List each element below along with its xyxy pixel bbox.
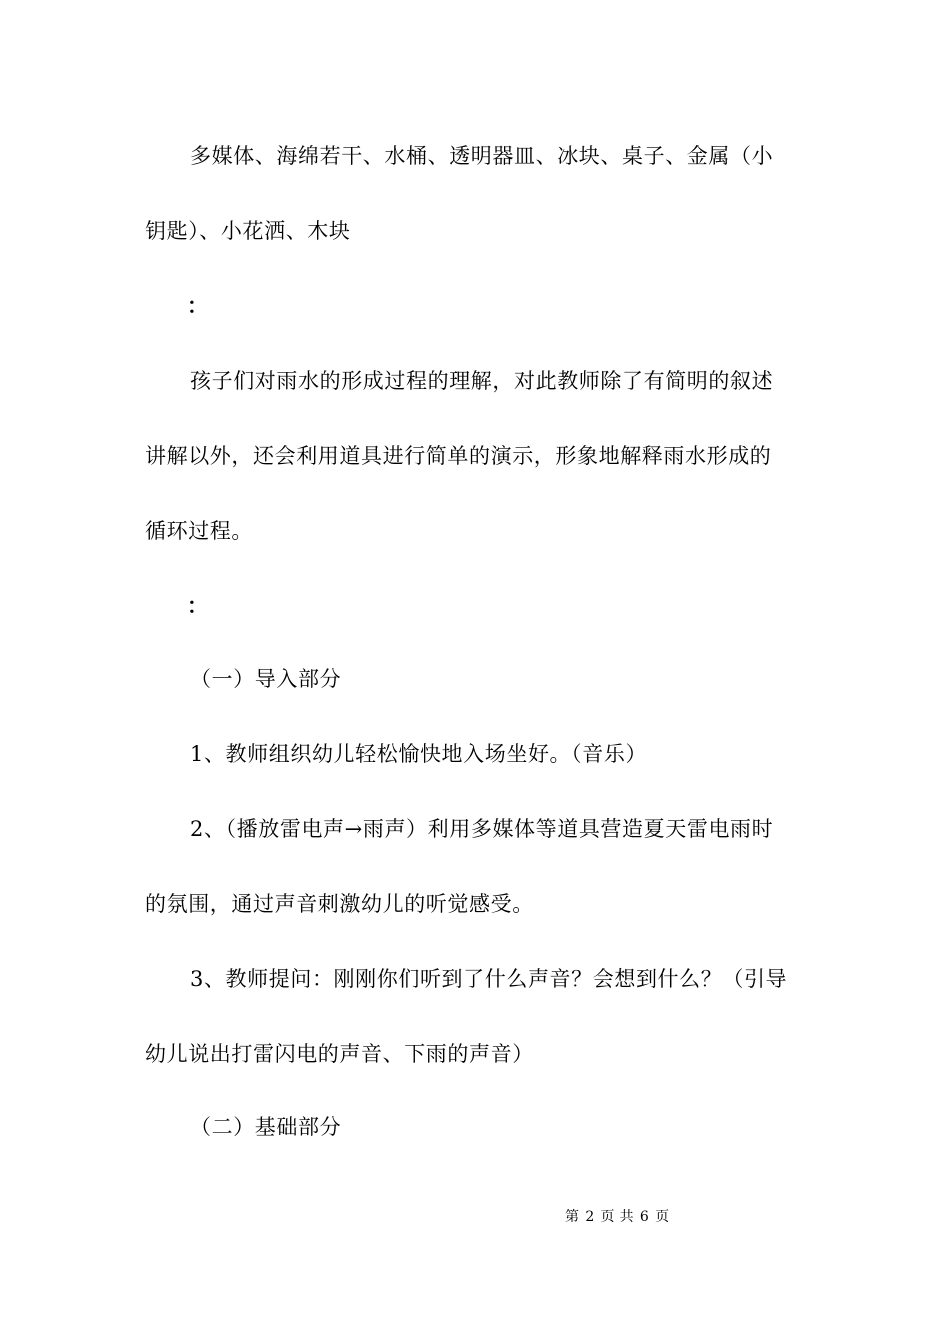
materials-line-1: 多媒体、海绵若干、水桶、透明器皿、冰块、桌子、金属（小	[190, 144, 774, 168]
page-number-footer	[565, 1208, 675, 1226]
materials-line-2: 钥匙）、小花洒、木块	[145, 219, 351, 243]
step-3-line-2: 幼儿说出打雷闪电的声音、下雨的声音）	[145, 1042, 534, 1066]
page-label-suffix: 页	[655, 1209, 670, 1225]
goal-line-1: 孩子们对雨水的形成过程的理解，对此教师除了有简明的叙述	[190, 369, 774, 393]
section-colon: ：	[187, 293, 209, 318]
section-colon: ：	[187, 593, 209, 618]
step-3-line-1: 3、教师提问：刚刚你们听到了什么声音？会想到什么？（引导	[190, 967, 788, 991]
step-2-line-1: 2、（播放雷电声→雨声）利用多媒体等道具营造夏天雷电雨时	[190, 817, 774, 841]
current-page-number: 2	[585, 1209, 595, 1225]
goal-line-2: 讲解以外，还会利用道具进行简单的演示，形象地解释雨水形成的	[145, 444, 772, 468]
page-label-mid: 页 共	[600, 1209, 634, 1225]
step-2-line-2: 的氛围，通过声音刺激幼儿的听觉感受。	[145, 892, 534, 916]
step-1: 1、教师组织幼儿轻松愉快地入场坐好。（音乐）	[190, 742, 648, 766]
section-heading-basic: （二）基础部分	[190, 1115, 342, 1139]
page-label-prefix: 第	[565, 1209, 580, 1225]
goal-line-3: 循环过程。	[145, 519, 253, 543]
total-pages-number: 6	[639, 1209, 650, 1225]
section-heading-intro: （一）导入部分	[190, 667, 342, 691]
